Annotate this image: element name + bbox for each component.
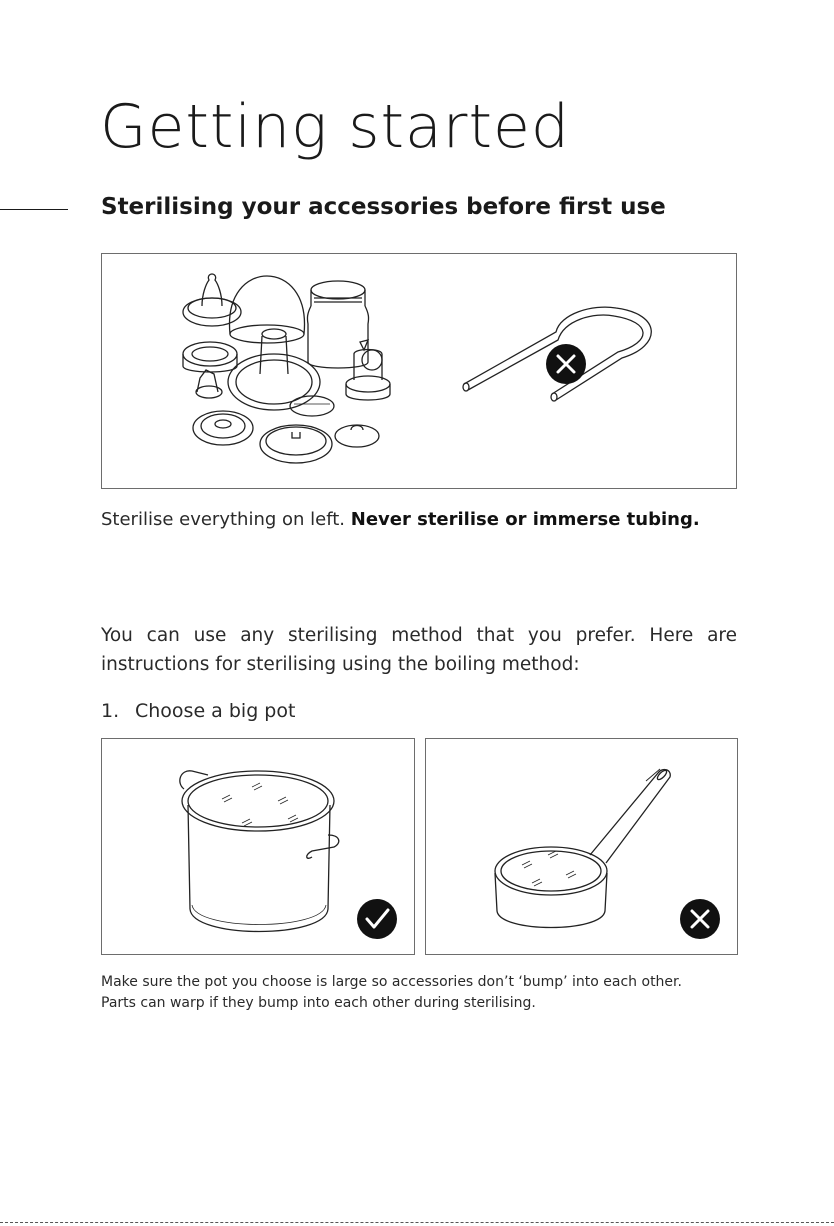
accessories-caption [101, 509, 700, 530]
section-title: Sterilising your accessories before first use [101, 194, 666, 220]
x-badge-icon [546, 344, 586, 384]
collar-ring-drawing [183, 342, 237, 372]
caption-plain-text: Sterilise everything on left. [101, 509, 351, 530]
small-pan-figure [425, 738, 738, 955]
small-cap-drawing [335, 425, 379, 447]
check-badge-icon [357, 899, 397, 939]
big-pot-illustration [102, 739, 416, 956]
nipple-drawing [183, 274, 241, 326]
pot-note-line-1: Make sure the pot you choose is large so accessories don’t ‘bump’ into each other. [101, 974, 682, 990]
big-pot-figure [101, 738, 415, 955]
step-1 [101, 700, 295, 722]
disc-left-drawing [193, 411, 253, 445]
page-title: Getting started [100, 92, 570, 162]
small-pan-illustration [426, 739, 739, 956]
intro-paragraph: You can use any sterilising method that you prefer. Here are instructions for sterilising using the boiling method: [101, 625, 737, 675]
x-badge-icon [680, 899, 720, 939]
pot-note [101, 972, 741, 1014]
left-margin-rule [0, 209, 68, 210]
duckbill-valve-drawing [196, 370, 222, 398]
accessories-figure [101, 253, 737, 489]
step-number: 1. [101, 700, 120, 722]
caption-warning-text: Never sterilise or immerse tubing. [350, 509, 700, 530]
step-label: Choose a big pot [135, 700, 296, 722]
bottle-drawing [307, 281, 368, 368]
page-bottom-border [0, 1222, 834, 1223]
pot-note-line-2: Parts can warp if they bump into each other during sterilising. [101, 995, 536, 1011]
accessories-illustration [102, 254, 738, 490]
connector-drawing [346, 340, 390, 400]
lid-drawing [260, 425, 332, 463]
